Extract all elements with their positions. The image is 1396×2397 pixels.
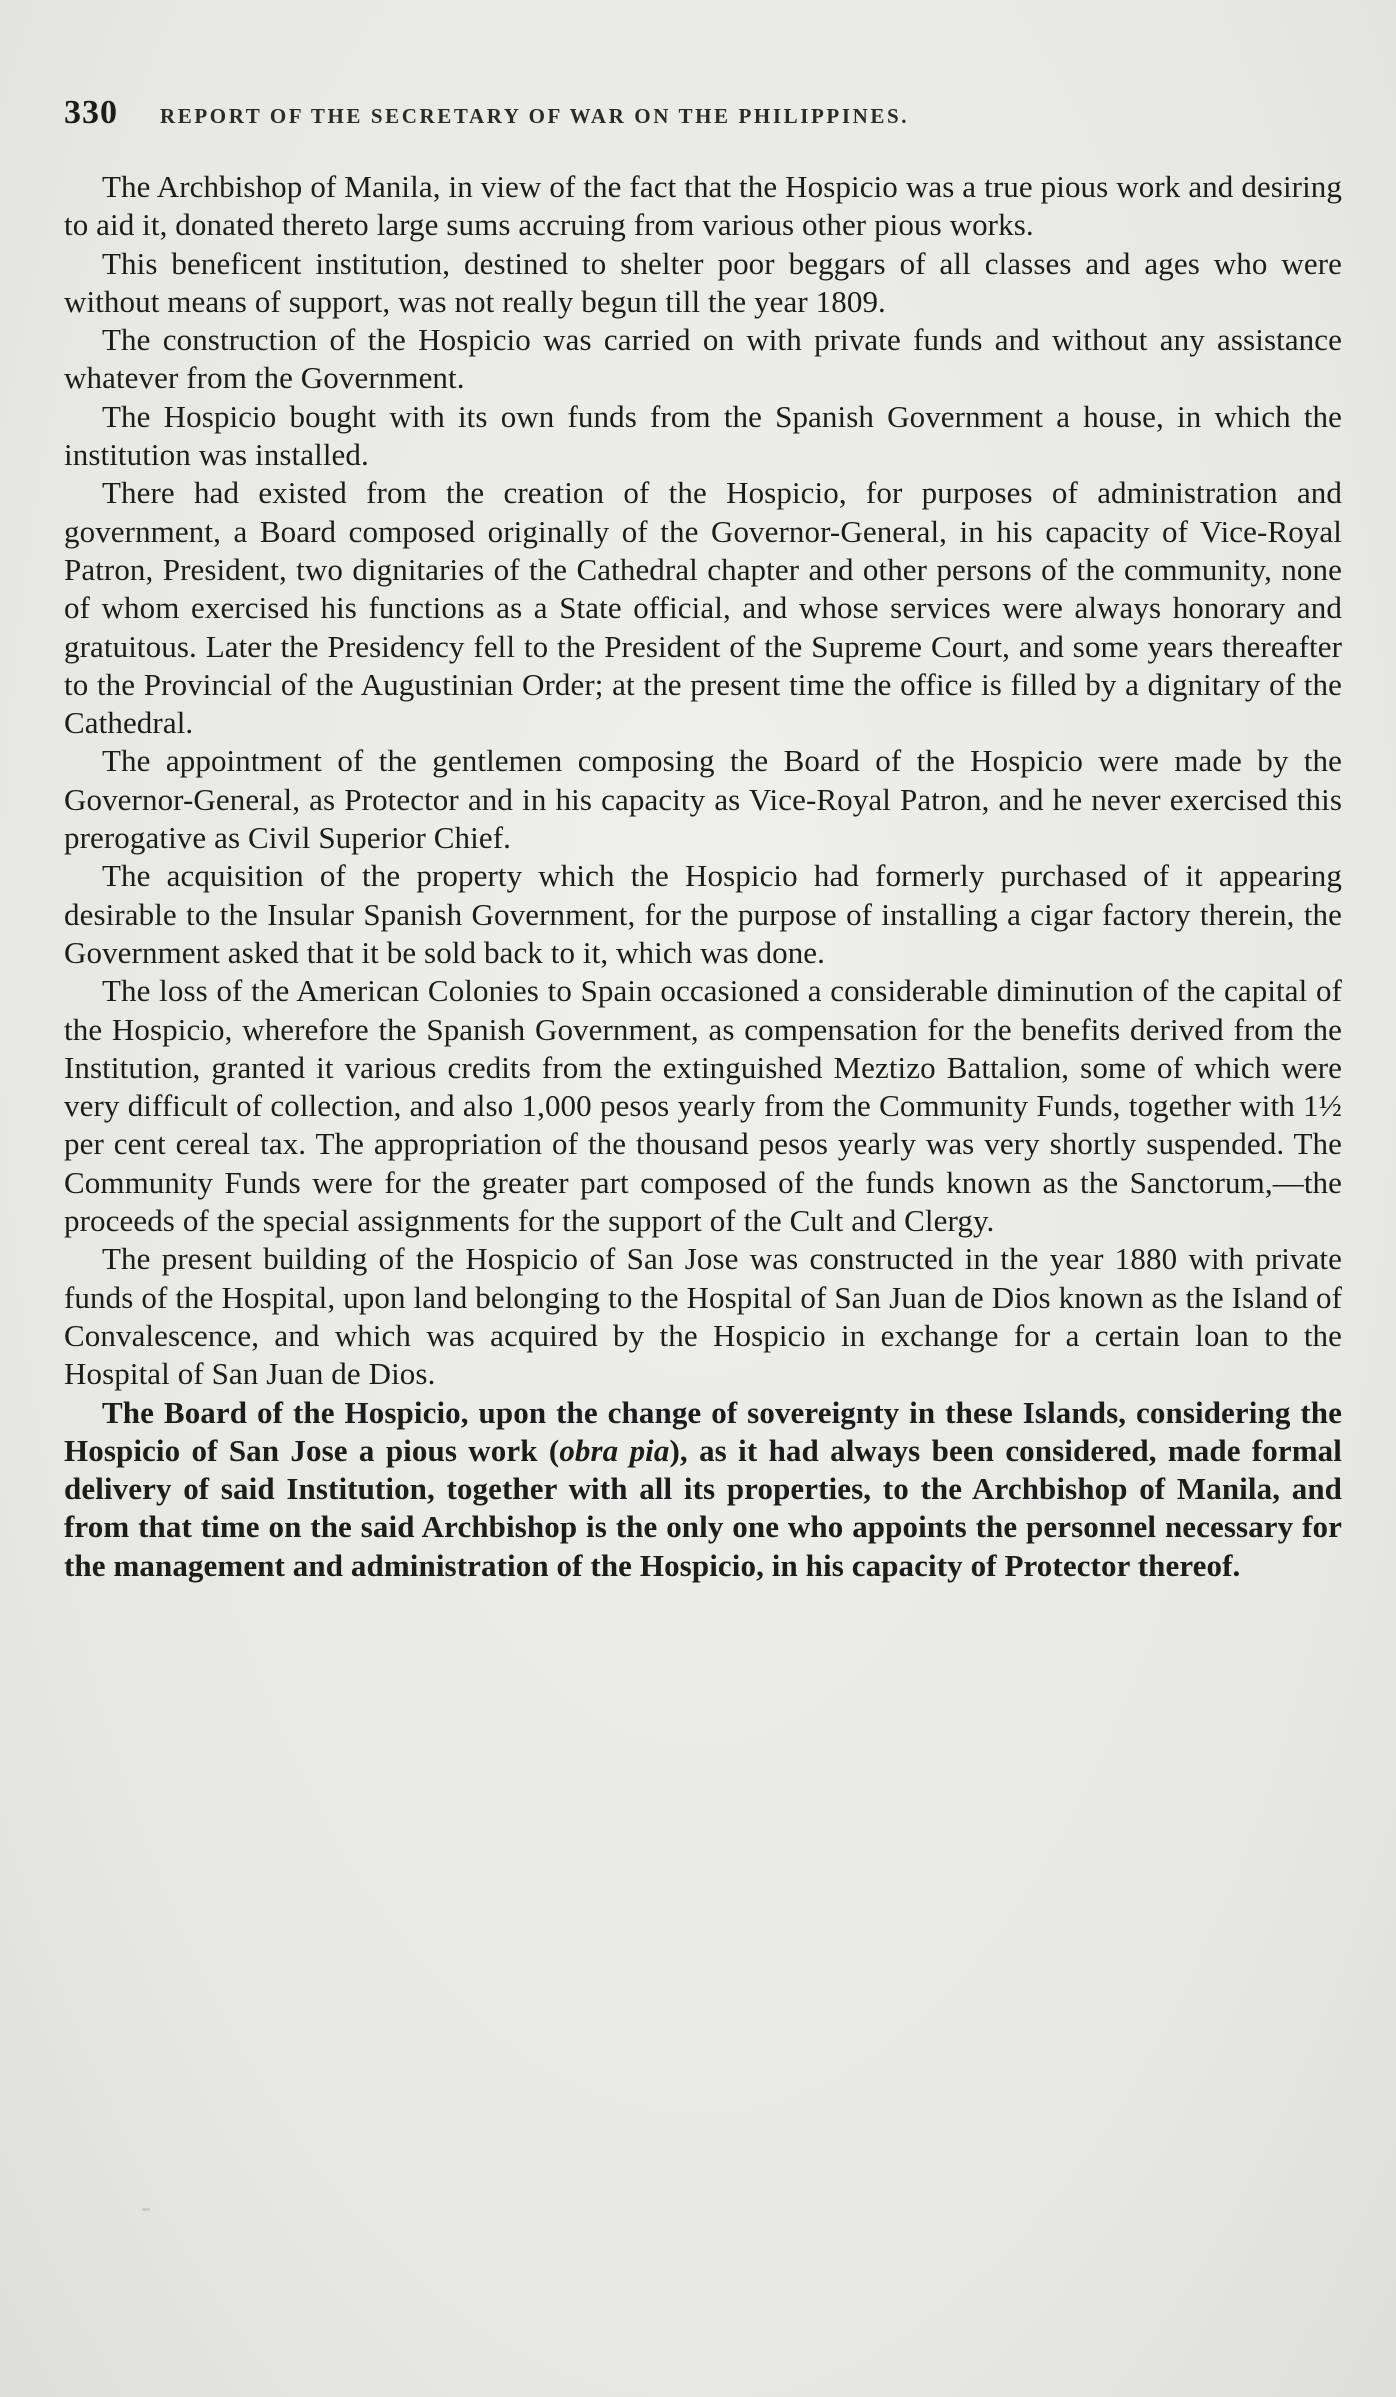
page-header — [64, 94, 1344, 134]
paragraph-present-building: The present building of the Hospicio of San Jose was constructed in the year 1880 with private funds of the Hospital, upon land belonging to the Hospital of San Juan de Dios known as the Island of Convalescence, and which was acquired by the Hospicio in exchange for a certain loan to the Hospital of San Juan de Dios. — [64, 1241, 1342, 1392]
paragraph-sovereignty-change — [64, 1394, 1342, 1585]
page-number: 330 — [64, 94, 118, 131]
paragraph-archbishop-donation: The Archbishop of Manila, in view of the fact that the Hospicio was a true pious work and desiring to aid it, donated thereto large sums accruing from various other pious works. — [64, 169, 1342, 243]
obra-pia-italic: obra pia — [559, 1432, 670, 1468]
paragraph-property-acquisition: The acquisition of the property which the Hospicio had formerly purchased of it appearing desirable to the Insular Spanish Government, for the purpose of installing a cigar factory therein, the Government asked that it be sold back to it, which was done. — [64, 858, 1342, 970]
scan-speck — [142, 2208, 150, 2211]
paragraph-board-appointment: The appointment of the gentlemen composing the Board of the Hospicio were made by the Governor-General, as Protector and in his capacity as Vice-Royal Patron, and he never exercised this prerogative as Civil Superior Chief. — [64, 743, 1342, 856]
paragraph-house-purchase: The Hospicio bought with its own funds from the Spanish Government a house, in which the institution was installed. — [64, 398, 1342, 473]
running-head: REPORT OF THE SECRETARY OF WAR ON THE PHILIPPINES. — [160, 104, 910, 128]
paragraph-colonies-loss: The loss of the American Colonies to Spain occasioned a considerable diminution of the capital of the Hospicio, wherefore the Spanish Government, as compensation for the benefits derived from the Institution, granted it various credits from the extinguished Meztizo Battalion, some of which were very difficult of collection, and also 1,000 pesos yearly from the Community Funds, together with 1½ per cent cereal tax. The appropriation of the thousand pesos yearly was very shortly suspended. The Community Funds were for the greater part composed of the funds known as the Sanctorum,—the proceeds of the special assignments for the support of the Cult and Clergy. — [64, 973, 1342, 1239]
body-text — [64, 168, 1342, 1585]
paragraph-construction-funds: The construction of the Hospicio was carried on with private funds and without any assistance whatever from the Government. — [64, 322, 1342, 396]
paragraph-sovereignty-text-after: ), as it had always been considered, made formal delivery of said Institution, together with all its properties, to the Archbishop of Manila, and from that time on the said Archbishop is the only one who appoints the personnel necessary for the management and administration of the Hospicio, in his capacity of Protector thereof. — [64, 1432, 1342, 1583]
paragraph-institution-purpose: This beneficent institution, destined to shelter poor beggars of all classes and ages who were without means of support, was not really begun till the year 1809. — [64, 245, 1342, 319]
paragraph-board-history: There had existed from the creation of the Hospicio, for purposes of administration and government, a Board composed originally of the Governor-General, in his capacity of Vice-Royal Patron, President, two dignitaries of the Cathedral chapter and other persons of the community, none of whom exercised his functions as a State official, and whose services were always honorary and gratuitous. Later the Presidency fell to the President of the Supreme Court, and some years thereafter to the Provincial of the Augustinian Order; at the present time the office is filled by a dignitary of the Cathedral. — [64, 475, 1342, 741]
paragraph-sovereignty-text-before: The Board of the Hospicio, upon the change of sovereignty in these Islands, considering the Hospicio of San Jose a pious work ( — [64, 1394, 1342, 1468]
